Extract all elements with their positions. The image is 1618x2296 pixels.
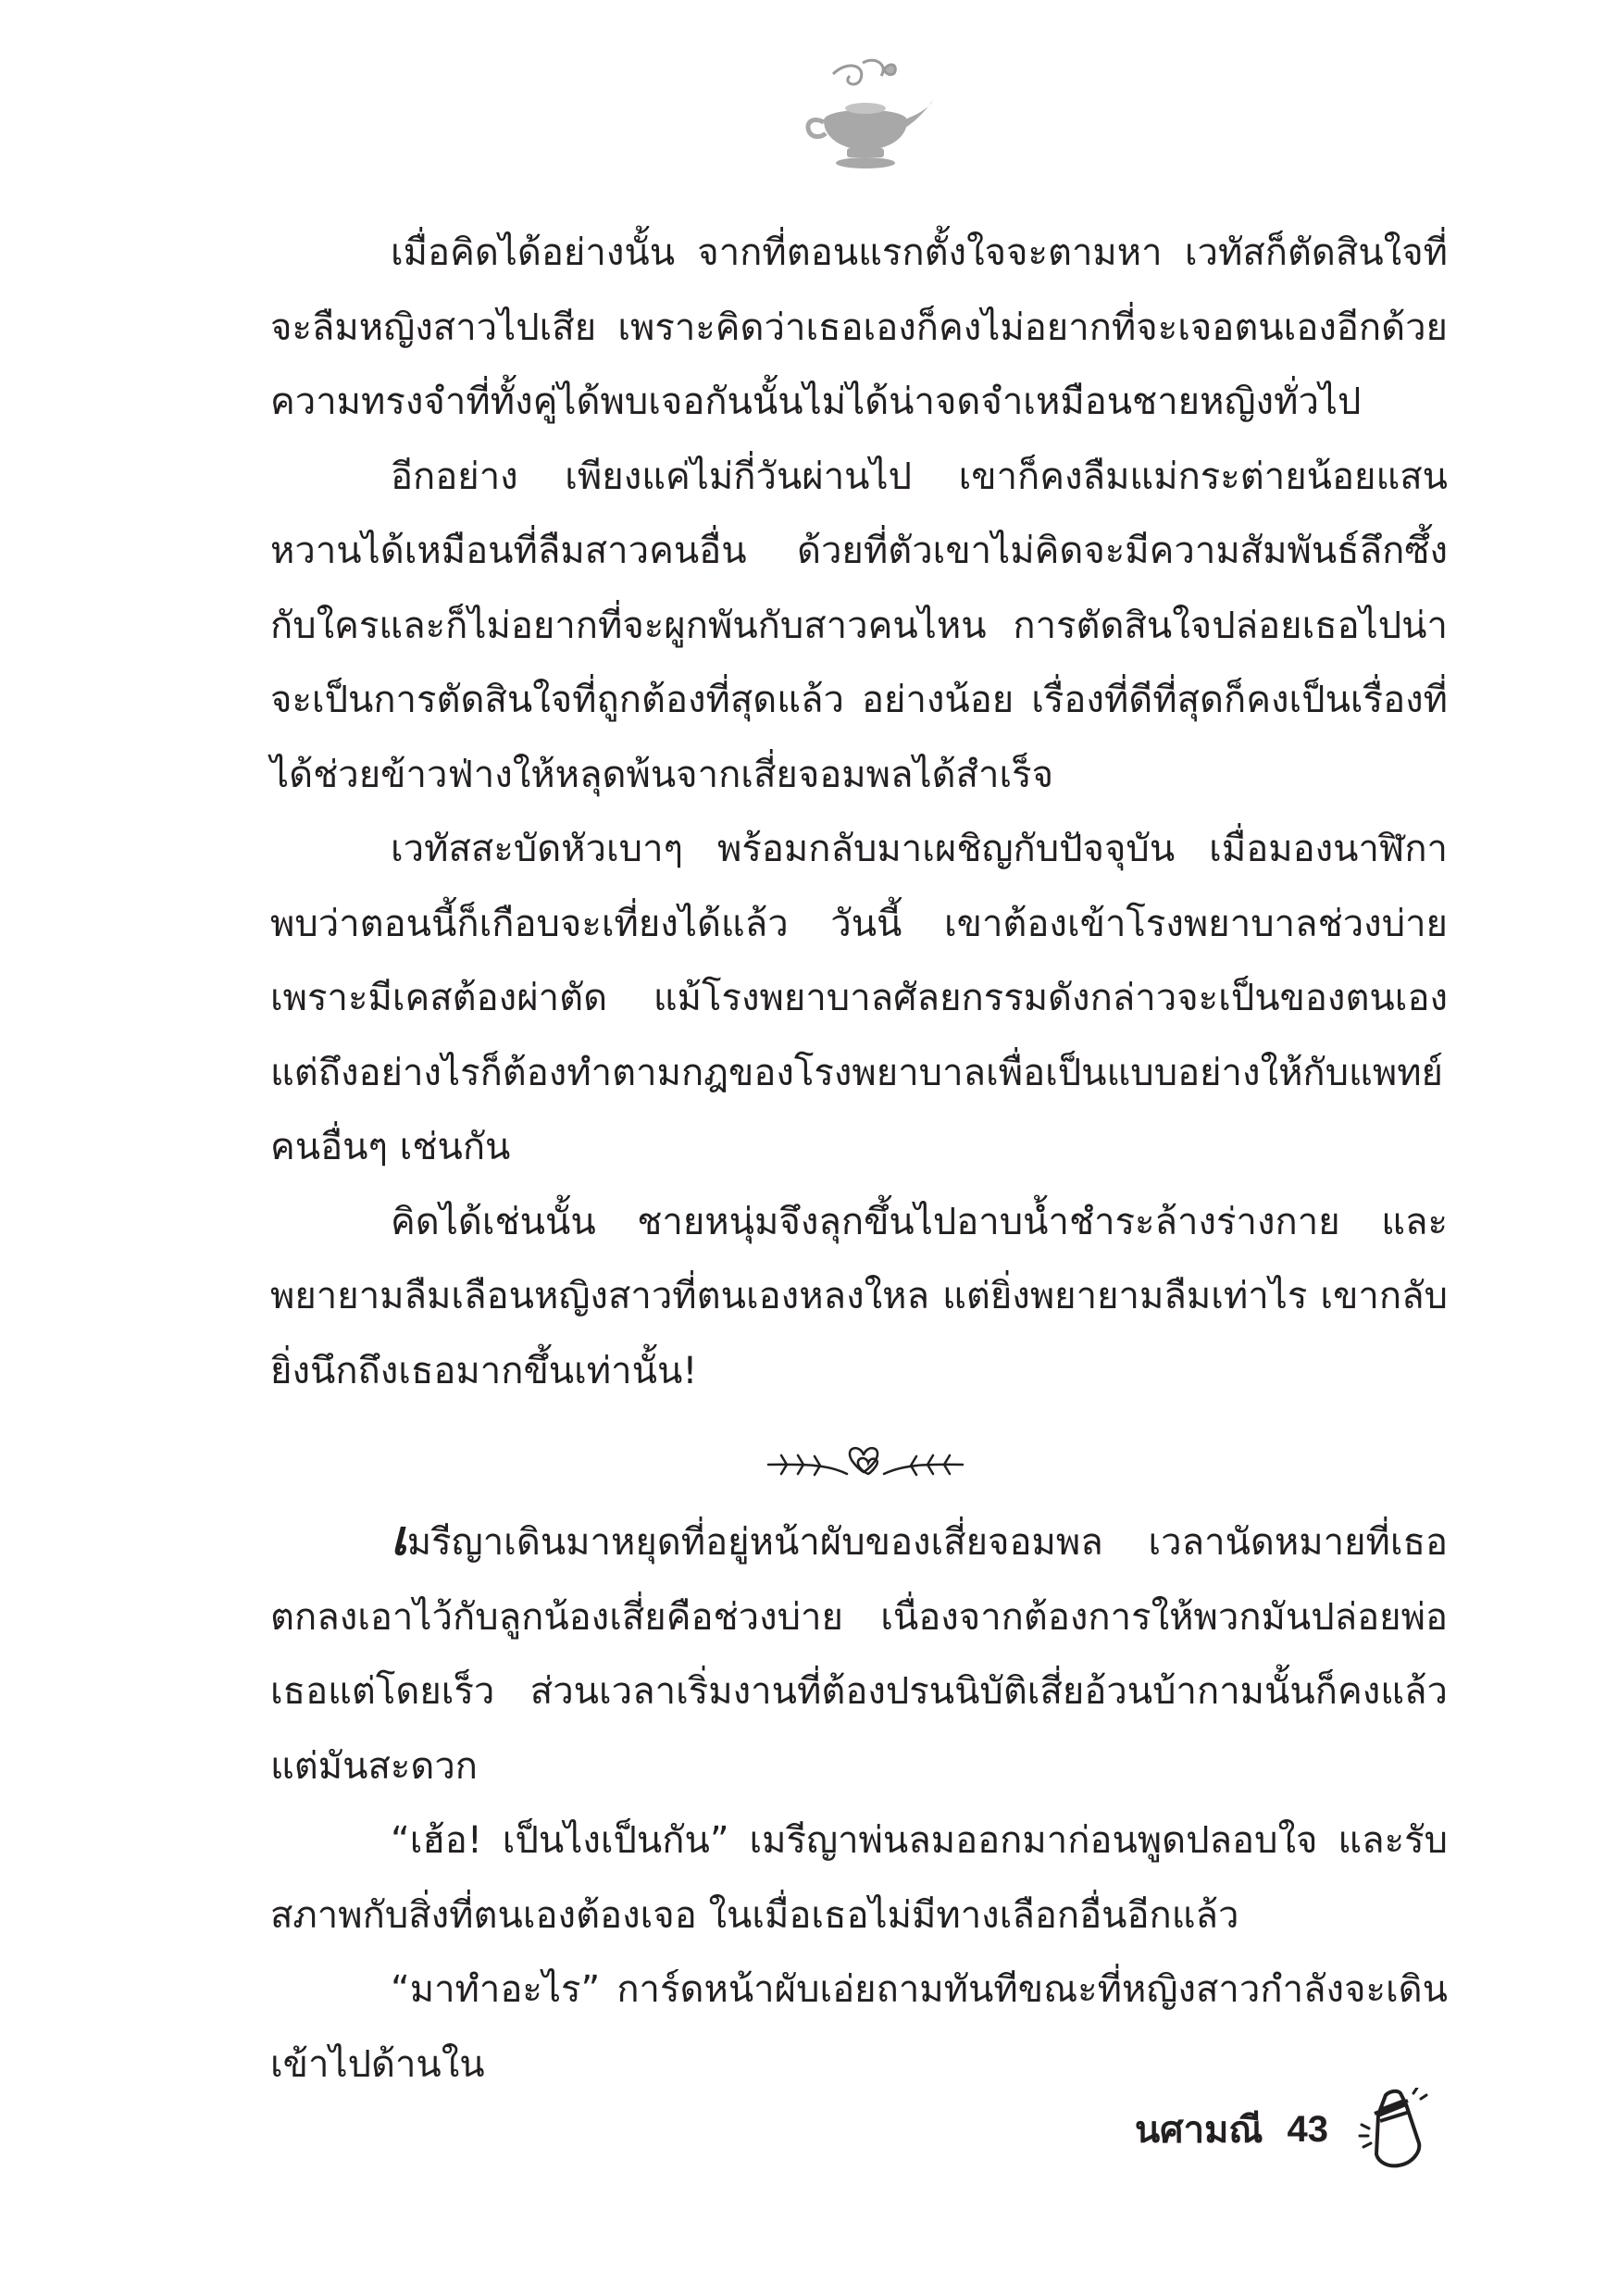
dropcap: เ	[391, 1510, 407, 1566]
paragraph-with-dropcap	[270, 1502, 1448, 1803]
page-footer	[1135, 2088, 1428, 2171]
paragraph: เมื่อคิดได้อย่างนั้น จากที่ตอนแรกตั้งใจจะตามหา เวทัสก็ตัดสินใจที่จะลืมหญิงสาวไปเสีย เพราะคิดว่าเธอเองก็คงไม่อยากที่จะเจอตนเองอีกด้วยความทรงจำที่ทั้งคู่ได้พบเจอกันนั้นไม่ได้น่าจดจำเหมือนชายหญิงทั่วไป	[270, 231, 1448, 423]
page-number: 43	[1287, 2108, 1328, 2150]
paragraph: เวทัสสะบัดหัวเบาๆ พร้อมกลับมาเผชิญกับปัจจุบัน เมื่อมองนาฬิกาพบว่าตอนนี้ก็เกือบจะเที่ยงได้แล้ว วันนี้ เขาต้องเข้าโรงพยาบาลช่วงบ่ายเพราะมีเคสต้องผ่าตัด แม้โรงพยาบาลศัลยกรรมดังกล่าวจะเป็นของตนเองแต่ถึงอย่างไรก็ต้องทำตามกฎของโรงพยาบาลเพื่อเป็นแบบอย่างให้กับแพทย์คนอื่นๆ เช่นกัน	[270, 828, 1448, 1168]
paragraph: “มาทำอะไร” การ์ดหน้าผับเอ่ยถามทันทีขณะที่หญิงสาวกำลังจะเดินเข้าไปด้านใน	[270, 1968, 1448, 2086]
chapter-text-section-2	[270, 1502, 1448, 2102]
paragraph-text: มรีญาเดินมาหยุดที่อยู่หน้าผับของเสี่ยจอมพล เวลานัดหมายที่เธอตกลงเอาไว้กับลูกน้องเสี่ยคือช่วงบ่าย เนื่องจากต้องการให้พวกมันปล่อยพ่อเธอแต่โดยเร็ว ส่วนเวลาเริ่มงานที่ต้องปรนนิบัติเสี่ยอ้วนบ้ากามนั้นก็คงแล้วแต่มันสะดวก	[270, 1521, 1448, 1788]
paragraph: “เฮ้อ! เป็นไงเป็นกัน” เมรีญาพ่นลมออกมาก่อนพูดปลอบใจ และรับสภาพกับสิ่งที่ตนเองต้องเจอ ในเมื่อเธอไม่มีทางเลือกอื่นอีกแล้ว	[270, 1819, 1448, 1937]
floral-heart-divider-icon	[759, 1437, 972, 1492]
paragraph: คิดได้เช่นนั้น ชายหนุ่มจึงลุกขึ้นไปอาบน้ำชำระล้างร่างกาย และพยายามลืมเลือนหญิงสาวที่ตนเองหลงใหล แต่ยิ่งพยายามลืมเท่าไร เขากลับยิ่งนึกถึงเธอมากขึ้นเท่านั้น!	[270, 1200, 1448, 1392]
cocktail-shaker-icon	[1352, 2088, 1428, 2171]
author-name: นศามณี	[1134, 2109, 1263, 2152]
paragraph: อีกอย่าง เพียงแค่ไม่กี่วันผ่านไป เขาก็คงลืมแม่กระต่ายน้อยแสนหวานได้เหมือนที่ลืมสาวคนอื่น ด้วยที่ตัวเขาไม่คิดจะมีความสัมพันธ์ลึกซึ้งกับใครและก็ไม่อยากที่จะผูกพันกับสาวคนไหน การตัดสินใจปล่อยเธอไปน่าจะเป็นการตัดสินใจที่ถูกต้องที่สุดแล้ว อย่างน้อย เรื่องที่ดีที่สุดก็คงเป็นเรื่องที่ได้ช่วยข้าวฟ่างให้หลุดพ้นจากเสี่ยจอมพลได้สำเร็จ	[270, 455, 1448, 796]
chapter-text-section-1	[270, 216, 1448, 1408]
genie-lamp-icon	[796, 56, 935, 171]
